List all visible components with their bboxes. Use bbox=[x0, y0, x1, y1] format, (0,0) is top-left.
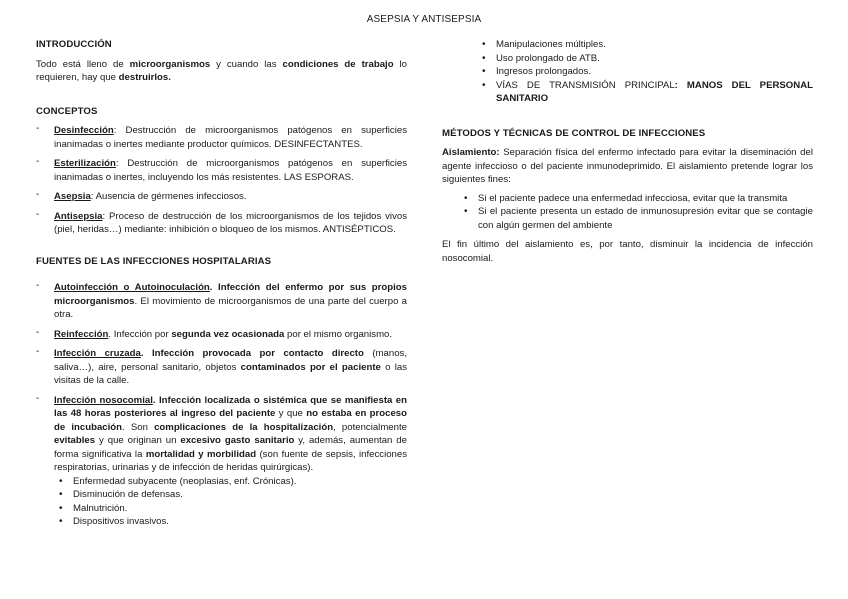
conceptos-list bbox=[36, 124, 407, 237]
aislamiento-fines-list bbox=[442, 192, 813, 233]
fuente-reinfeccion: - Reinfección. Infección por segunda vez ocasionada por el mismo organismo. bbox=[36, 328, 407, 342]
right-column bbox=[442, 38, 813, 265]
factores-list bbox=[36, 475, 407, 529]
concept-desinfeccion: - Desinfección: Destrucción de microorganismos patógenos en superficies inanimadas o inertes mediante productor químicos. DESINFECTANTES. bbox=[36, 124, 407, 151]
metodos-heading: MÉTODOS Y TÉCNICAS DE CONTROL DE INFECCIONES bbox=[442, 127, 706, 139]
list-item: • Enfermedad subyacente (neoplasias, enf. Crónicas). bbox=[55, 475, 407, 489]
fuente-autoinfeccion: - Autoinfección o Autoinoculación. Infección del enfermo por sus propios microorganismos. El movimiento de microorganismos de una parte del cuerpo a otra. bbox=[36, 281, 407, 322]
list-item: • Si el paciente padece una enfermedad infecciosa, evitar que la transmita bbox=[460, 192, 813, 206]
list-item: • Manipulaciones múltiples. bbox=[478, 38, 813, 52]
fuente-nosocomial: - Infección nosocomial. Infección localizada o sistémica que se manifiesta en las 48 horas posteriores al ingreso del paciente y que no estaba en proceso de incubación. Son complicaciones de la hospitalización, potencialmente evitables y que originan un excesivo gasto sanitario y, además, aumentan de forma significativa la mortalidad y morbilidad (son fuente de sepsis, infecciones respiratorias, urinarias y de infección de heridas quirúrgicas). • Enfermedad subyacente (neoplasias, enf. Crónicas). • Disminución de defensas. • Malnutrición. • Dispositivos invasivos. bbox=[36, 394, 407, 529]
concept-antisepsia: - Antisepsia: Proceso de destrucción de los microorganismos de los tejidos vivos (piel, heridas…) mediante: inhibición o bloqueo de los mismos. ANTISÉPTICOS. bbox=[36, 210, 407, 237]
fuentes-list bbox=[36, 281, 407, 529]
conceptos-heading: CONCEPTOS bbox=[36, 105, 98, 117]
list-item: • Disminución de defensas. bbox=[55, 488, 407, 502]
fuente-cruzada: - Infección cruzada. Infección provocada por contacto directo (manos, saliva…), aire, personal sanitario, objetos contaminados por el paciente o las visitas de la calle. bbox=[36, 347, 407, 388]
list-item: • Ingresos prolongados. bbox=[478, 65, 813, 79]
list-item: • Malnutrición. bbox=[55, 502, 407, 516]
list-item: • Si el paciente presenta un estado de inmunosupresión evitar que se contagie con algún germen del ambiente bbox=[460, 205, 813, 232]
aislamiento-paragraph: Aislamiento: Separación física del enfermo infectado para evitar la diseminación del agente infeccioso o del paciente inmunodeprimido. El aislamiento pretende lograr los siguientes fines: bbox=[442, 147, 813, 185]
final-paragraph: El fin último del aislamiento es, por tanto, disminuir la incidencia de infección nosocomial. bbox=[442, 239, 813, 264]
list-item: • Uso prolongado de ATB. bbox=[478, 52, 813, 66]
list-item: • Dispositivos invasivos. bbox=[55, 515, 407, 529]
vias-transmision: • VÍAS DE TRANSMISIÓN PRINCIPAL: MANOS DEL PERSONAL SANITARIO bbox=[478, 79, 813, 106]
intro-paragraph: Todo está lleno de microorganismos y cuando las condiciones de trabajo lo requieren, hay que destruirlos. bbox=[36, 58, 407, 83]
intro-heading: INTRODUCCIÓN bbox=[36, 39, 112, 50]
page-title: ASEPSIA Y ANTISEPSIA bbox=[366, 14, 482, 25]
left-column bbox=[36, 38, 407, 529]
concept-esterilizacion: - Esterilización: Destrucción de microorganismos patógenos en superficies inanimadas o inertes, incluyendo los más resistentes. LAS ESPORAS. bbox=[36, 157, 407, 184]
factores-cont-list bbox=[442, 38, 813, 106]
concept-asepsia: - Asepsia: Ausencia de gérmenes infecciosos. bbox=[36, 190, 407, 204]
fuentes-heading: FUENTES DE LAS INFECCIONES HOSPITALARIAS bbox=[36, 255, 272, 267]
